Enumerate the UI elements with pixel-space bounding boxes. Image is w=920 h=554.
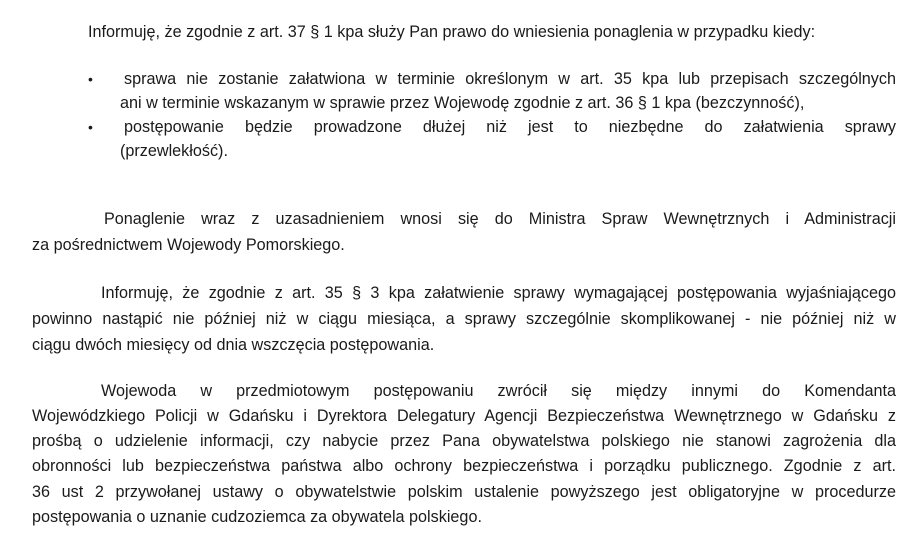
bullet-2-line-2: (przewlekłość). — [120, 142, 228, 160]
bullet-2-line-1: postępowanie będzie prowadzone dłużej niż jest to niezbędne do załatwienia sprawy — [124, 118, 896, 136]
bullet-1-line-2: ani w terminie wskazanym w sprawie przez Wojewodę zgodnie z art. 36 § 1 kpa (bezczynność), — [120, 94, 805, 112]
paragraph-3-line-2: Wojewódzkiego Policji w Gdańsku i Dyrektora Delegatury Agencji Bezpieczeństwa Wewnętrznego w Gdańsku z — [32, 407, 896, 425]
paragraph-2-line-2: powinno nastąpić nie później niż w ciągu miesiąca, a sprawy szczególnie skomplikowanej - nie później niż w — [32, 310, 896, 328]
paragraph-3-line-6: postępowania o uznanie cudzoziemca za obywatela polskiego. — [32, 508, 482, 526]
paragraph-1-line-1: Ponaglenie wraz z uzasadnieniem wnosi się do Ministra Spraw Wewnętrznych i Administracji — [104, 210, 896, 228]
paragraph-3-line-4: obronności lub bezpieczeństwa państwa albo ochrony bezpieczeństwa i porządku publicznego. Zgodnie z art. — [32, 457, 896, 475]
bullet-marker: • — [88, 119, 93, 135]
paragraph-1-line-2: za pośrednictwem Wojewody Pomorskiego. — [32, 236, 345, 254]
bullet-marker: • — [88, 71, 93, 87]
intro-line: Informuję, że zgodnie z art. 37 § 1 kpa służy Pan prawo do wniesienia ponaglenia w przypadku kiedy: — [88, 23, 816, 41]
paragraph-3-line-1: Wojewoda w przedmiotowym postępowaniu zwrócił się między innymi do Komendanta — [101, 382, 896, 400]
bullet-1-line-1: sprawa nie zostanie załatwiona w terminie określonym w art. 35 kpa lub przepisach szczególnych — [124, 70, 896, 88]
paragraph-2-line-1: Informuję, że zgodnie z art. 35 § 3 kpa załatwienie sprawy wymagającej postępowania wyjaśniającego — [101, 284, 896, 302]
paragraph-3-line-3: prośbą o udzielenie informacji, czy nabycie przez Pana obywatelstwa polskiego nie stanowi zagrożenia dla — [32, 432, 896, 450]
paragraph-3-line-5: 36 ust 2 przywołanej ustawy o obywatelstwie polskim ustalenie powyższego jest obligatoryjne w procedurze — [32, 483, 896, 501]
paragraph-2-line-3: ciągu dwóch miesięcy od dnia wszczęcia postępowania. — [32, 336, 435, 354]
